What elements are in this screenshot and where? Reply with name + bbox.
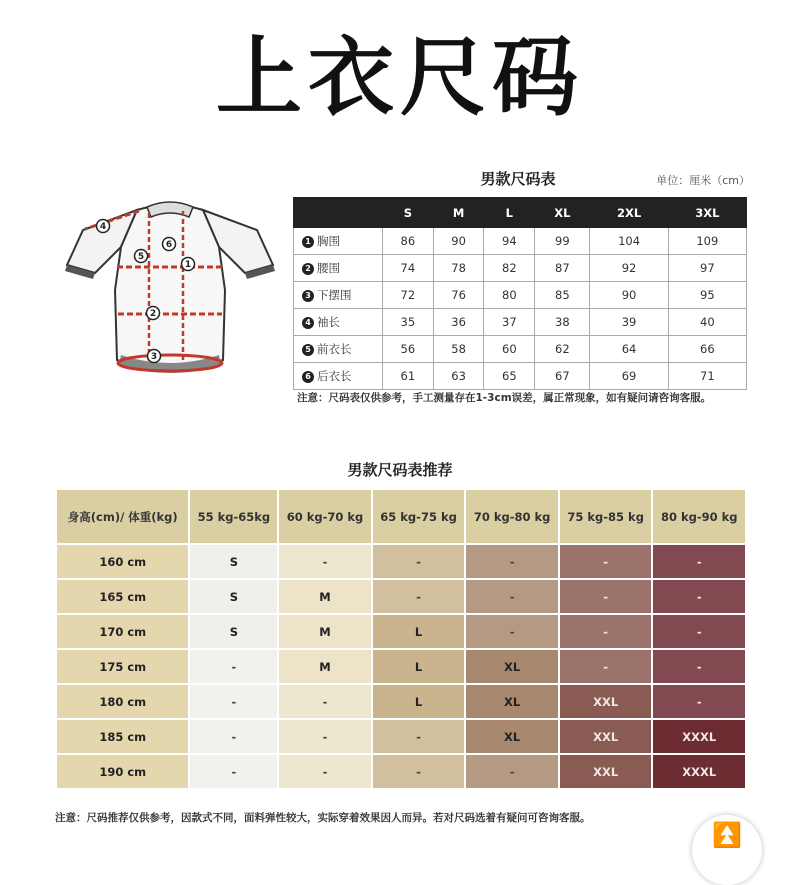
table-row (57, 615, 745, 648)
height-label: 190 cm (57, 755, 188, 788)
table-row (294, 309, 747, 336)
row-label-text: 腰围 (317, 261, 340, 275)
size-cell: XXL (560, 755, 652, 788)
size-cell: - (279, 720, 371, 753)
size-header-empty (294, 198, 383, 228)
height-label: 165 cm (57, 580, 188, 613)
size-chart-title: 男款尺码表 (480, 170, 556, 188)
size-cell: XXXL (653, 755, 745, 788)
table-row (294, 336, 747, 363)
row-number-badge: 2 (302, 263, 314, 275)
height-label: 175 cm (57, 650, 188, 683)
height-label: 185 cm (57, 720, 188, 753)
row-number-badge: 5 (302, 344, 314, 356)
size-cell: XXL (560, 720, 652, 753)
arrow-up-icon: ⏫ (712, 821, 742, 849)
marker-4: 4 (99, 222, 107, 232)
weight-range-header: 70 kg-80 kg (466, 490, 558, 543)
table-row (294, 282, 747, 309)
row-label-text: 前衣长 (317, 342, 352, 356)
size-cell: XL (466, 720, 558, 753)
size-cell: M (279, 615, 371, 648)
size-cell: - (190, 650, 277, 683)
size-cell: - (466, 755, 558, 788)
row-number-badge: 1 (302, 236, 314, 248)
table-cell: 76 (433, 282, 484, 309)
size-cell: L (373, 650, 465, 683)
table-cell: 95 (668, 282, 746, 309)
table-cell: 104 (590, 228, 668, 255)
table-cell: 62 (535, 336, 590, 363)
table-cell: 71 (668, 363, 746, 390)
table-cell: 92 (590, 255, 668, 282)
size-cell: - (560, 545, 652, 578)
recommendation-note: 注意：尺码推荐仅供参考，因款式不同，面料弹性较大，实际穿着效果因人而异。若对尺码选着有疑问可咨询客服。 (55, 812, 591, 824)
table-cell: 85 (535, 282, 590, 309)
marker-2: 2 (149, 309, 157, 319)
size-cell: M (279, 650, 371, 683)
weight-range-header: 60 kg-70 kg (279, 490, 371, 543)
size-cell: - (466, 615, 558, 648)
size-cell: XXL (560, 685, 652, 718)
weight-range-header: 75 kg-85 kg (560, 490, 652, 543)
row-label-text: 后衣长 (317, 369, 352, 383)
unit-note: 单位：厘米（cm） (656, 174, 750, 187)
page-title: 上衣尺码 (216, 28, 584, 128)
size-cell: - (653, 685, 745, 718)
table-cell: 38 (535, 309, 590, 336)
size-cell: - (373, 755, 465, 788)
size-cell: L (373, 615, 465, 648)
row-label-text: 下摆围 (317, 288, 352, 302)
table-row (294, 363, 747, 390)
table-cell: 64 (590, 336, 668, 363)
size-cell: - (373, 580, 465, 613)
table-cell: 74 (383, 255, 434, 282)
table-cell: 58 (433, 336, 484, 363)
size-cell: - (653, 650, 745, 683)
table-cell: 56 (383, 336, 434, 363)
table-cell: 82 (484, 255, 535, 282)
height-label: 180 cm (57, 685, 188, 718)
table-row (57, 720, 745, 753)
size-cell: - (653, 580, 745, 613)
size-cell: S (190, 545, 277, 578)
size-cell: - (190, 685, 277, 718)
table-cell: 36 (433, 309, 484, 336)
size-cell: - (279, 755, 371, 788)
row-label (294, 282, 383, 309)
size-cell: - (279, 545, 371, 578)
size-cell: - (190, 755, 277, 788)
table-cell: 72 (383, 282, 434, 309)
table-cell: 67 (535, 363, 590, 390)
row-label (294, 309, 383, 336)
recommendation-header-row (57, 490, 745, 543)
size-cell: XL (466, 650, 558, 683)
table-cell: 39 (590, 309, 668, 336)
height-weight-header: 身高(cm)/ 体重(kg) (57, 490, 188, 543)
weight-range-header: 65 kg-75 kg (373, 490, 465, 543)
row-label (294, 336, 383, 363)
row-number-badge: 4 (302, 317, 314, 329)
size-cell: L (373, 685, 465, 718)
table-cell: 63 (433, 363, 484, 390)
row-label (294, 363, 383, 390)
size-cell: - (560, 615, 652, 648)
size-cell: XXXL (653, 720, 745, 753)
jersey-diagram (55, 195, 285, 385)
table-cell: 90 (590, 282, 668, 309)
marker-3: 3 (150, 352, 158, 362)
table-row (57, 685, 745, 718)
row-label (294, 255, 383, 282)
size-header: S (383, 198, 434, 228)
table-cell: 87 (535, 255, 590, 282)
table-cell: 35 (383, 309, 434, 336)
table-row (57, 650, 745, 683)
table-cell: 37 (484, 309, 535, 336)
size-chart-header-row (294, 198, 747, 228)
size-cell: - (560, 580, 652, 613)
table-cell: 86 (383, 228, 434, 255)
size-cell: - (466, 545, 558, 578)
size-header: 2XL (590, 198, 668, 228)
table-cell: 65 (484, 363, 535, 390)
size-cell: S (190, 615, 277, 648)
row-number-badge: 6 (302, 371, 314, 383)
table-cell: 109 (668, 228, 746, 255)
table-row (294, 255, 747, 282)
table-cell: 69 (590, 363, 668, 390)
back-to-top-button[interactable] (692, 815, 762, 885)
table-row (57, 580, 745, 613)
table-cell: 66 (668, 336, 746, 363)
size-chart-table (293, 197, 747, 390)
table-cell: 60 (484, 336, 535, 363)
height-label: 170 cm (57, 615, 188, 648)
table-cell: 40 (668, 309, 746, 336)
row-label (294, 228, 383, 255)
size-cell: XL (466, 685, 558, 718)
table-row (57, 755, 745, 788)
size-header: M (433, 198, 484, 228)
size-cell: - (190, 720, 277, 753)
table-cell: 78 (433, 255, 484, 282)
size-cell: - (373, 545, 465, 578)
size-cell: - (560, 650, 652, 683)
table-cell: 97 (668, 255, 746, 282)
marker-6: 6 (165, 240, 173, 250)
recommendation-table (55, 488, 747, 790)
size-cell: - (466, 580, 558, 613)
size-chart-note: 注意：尺码表仅供参考，手工测量存在1-3cm误差，属正常现象，如有疑问请咨询客服。 (297, 392, 712, 404)
table-cell: 61 (383, 363, 434, 390)
size-cell: M (279, 580, 371, 613)
table-row (57, 545, 745, 578)
table-cell: 90 (433, 228, 484, 255)
marker-5: 5 (137, 252, 145, 262)
height-label: 160 cm (57, 545, 188, 578)
table-row (294, 228, 747, 255)
table-cell: 80 (484, 282, 535, 309)
weight-range-header: 55 kg-65kg (190, 490, 277, 543)
weight-range-header: 80 kg-90 kg (653, 490, 745, 543)
marker-1: 1 (184, 260, 192, 270)
table-cell: 94 (484, 228, 535, 255)
size-cell: - (279, 685, 371, 718)
size-cell: S (190, 580, 277, 613)
row-number-badge: 3 (302, 290, 314, 302)
recommendation-title: 男款尺码表推荐 (347, 461, 453, 479)
size-header: L (484, 198, 535, 228)
size-cell: - (653, 545, 745, 578)
size-cell: - (373, 720, 465, 753)
size-header: XL (535, 198, 590, 228)
row-label-text: 胸围 (317, 234, 340, 248)
size-cell: - (653, 615, 745, 648)
row-label-text: 袖长 (317, 315, 340, 329)
size-header: 3XL (668, 198, 746, 228)
table-cell: 99 (535, 228, 590, 255)
